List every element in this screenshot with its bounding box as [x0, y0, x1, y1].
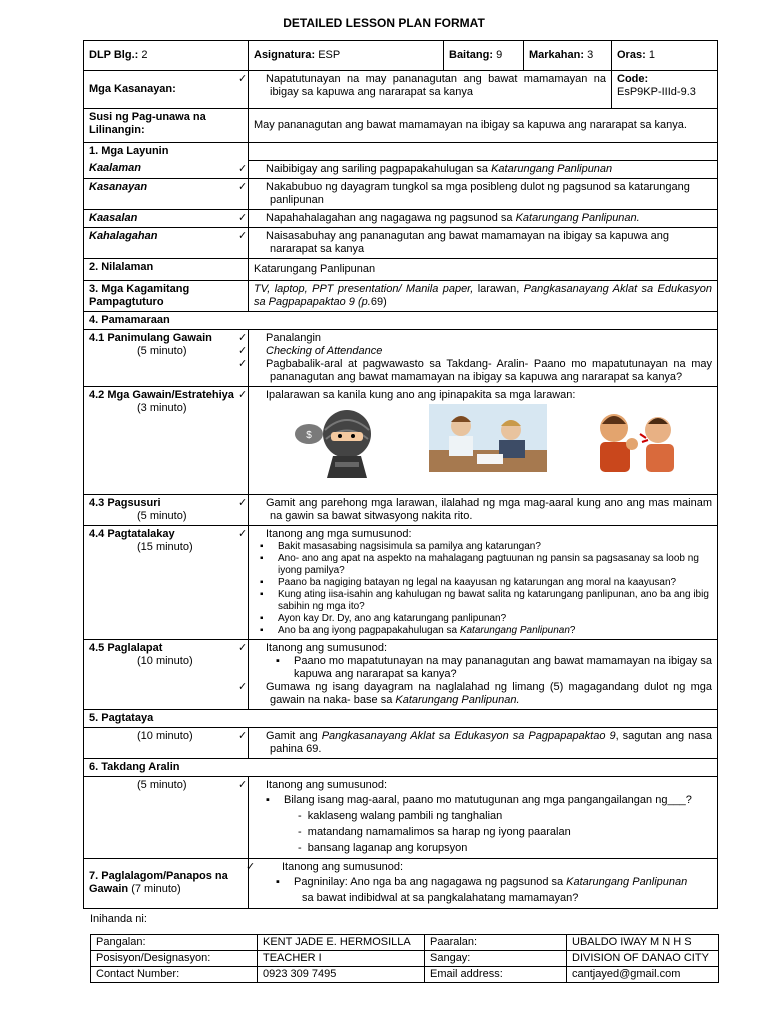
understanding-label: Susi ng Pag-unawa na Lilinangin: [84, 109, 249, 143]
knowledge-em: Katarungang Panlipunan [491, 162, 613, 175]
signature-row-1 [91, 935, 719, 951]
content-label: 2. Nilalaman [84, 258, 249, 280]
application-row [84, 639, 718, 709]
signature-row-3 [91, 967, 719, 983]
code-value: EsP9KP-IIId-9.3 [617, 86, 696, 98]
activity-label: 4.2 Mga Gawain/Estratehiya [89, 388, 234, 401]
intro-item-1: Panalangin [266, 331, 322, 344]
assignment-question-1: ▪ Bilang isang mag-aaral, paano mo matutugunan ang mga pangangailangan ng___? [254, 792, 712, 808]
objective-skills-row [84, 178, 718, 209]
attitude-em: Katarungang Panlipunan. [515, 211, 640, 224]
assessment-em: Pangkasanayang Aklat sa Edukasyon sa Pagpapapaktao 9 [321, 729, 616, 742]
discussion-label: 4.4 Pagtatalakay [89, 527, 175, 540]
materials-em2: Pangkasanayang Aklat sa Edukasyon sa Pagpapapaktao 9 ( [254, 282, 712, 308]
application-lead: Itanong ang sumusunod: [266, 641, 388, 654]
name-label: Pangalan: [91, 935, 258, 951]
discussion-question-6 [254, 625, 712, 637]
code-label: Code: [617, 73, 649, 85]
dlp-label: DLP Blg.: [89, 49, 139, 61]
check-icon: ✓ [238, 527, 248, 540]
check-icon: ✓ [238, 211, 248, 224]
closing-duration: (7 minuto) [131, 883, 181, 895]
check-icon: ✓ [238, 729, 248, 742]
activity-pictures [254, 402, 712, 482]
objective-attitude-row [84, 209, 718, 227]
closing-question-1 [254, 874, 712, 890]
assignment-duration: (5 minuto) [84, 776, 249, 858]
values-label: Kahalagahan [84, 227, 249, 258]
analysis-row [84, 494, 718, 525]
students-picture [429, 404, 547, 472]
assessment-row [84, 727, 718, 758]
time-label: Oras: [617, 49, 646, 61]
dlp-value: 2 [141, 49, 148, 61]
position-value: TEACHER I [258, 951, 425, 967]
header-row [84, 41, 718, 71]
assignment-row [84, 776, 718, 858]
closing-label: 7. Paglalagom/Panapos na Gawain [89, 870, 228, 895]
check-icon: ✓ [238, 778, 248, 791]
discussion-question-4: ▪ Kung ating iisa-isahin ang kahulugan ng bawat salita ng katarungang panlipunan, ano ba ang ibig sabihin ng mga ito? [254, 589, 712, 613]
skills-text: Nakabubuo ng dayagram tungkol sa mga posibleng dulot ng pagsunod sa katarungang panlipunan [266, 180, 690, 206]
subject-value: ESP [318, 49, 341, 61]
application-item-2: Gumawa ng isang dayagram na naglalahad ng limang (5) magagandang dulot ng mga gawain na naka- base sa [266, 680, 712, 706]
position-label: Posisyon/Designasyon: [91, 951, 258, 967]
check-icon: ✓ [238, 641, 248, 654]
assignment-dash-2: - matandang namamalimos sa harap ng iyong paaralan [298, 825, 571, 838]
attitude-text: Napahahalagahan ang nagagawa ng pagsunod sa [266, 211, 516, 224]
check-icon: ✓ [238, 331, 248, 344]
closing-q1-post: sa bawat indibidwal at sa pangkalahatang mamamayan? [302, 891, 579, 904]
discussion-duration: (15 minuto) [137, 540, 193, 553]
procedure-label: 4. Pamamaraan [84, 311, 718, 329]
content-text: Katarungang Panlipunan [249, 258, 718, 280]
signature-table [90, 934, 719, 983]
discussion-q6-em: Katarungang Panlipunan [459, 624, 570, 636]
assessment-heading-row [84, 709, 718, 727]
materials-plain: larawan, [473, 282, 524, 295]
check-icon: ✓ [238, 344, 248, 357]
materials-page: 69) [370, 295, 387, 308]
intro-row [84, 329, 718, 386]
activity-pictures-svg [254, 402, 714, 482]
skills-label: Kasanayan [84, 178, 249, 209]
objectives-label: 1. Mga Layunin [84, 143, 249, 161]
quarter-value: 3 [587, 49, 594, 61]
intro-duration: (5 minuto) [137, 344, 187, 357]
application-label: 4.5 Paglalapat [89, 641, 163, 654]
objectives-heading-row [84, 143, 718, 161]
materials-em1: TV, laptop, PPT presentation/ Manila paper, [254, 282, 474, 295]
check-icon: ✓ [246, 860, 256, 873]
analysis-label: 4.3 Pagsusuri [89, 496, 161, 509]
check-icon: ✓ [238, 680, 248, 693]
discussion-q6-text: Ano ba ang iyong pagpapakahulugan sa [278, 624, 460, 636]
email-value: cantjayed@gmail.com [567, 967, 719, 983]
svg-text:$: $ [306, 429, 312, 441]
discussion-row [84, 525, 718, 639]
objective-values-row [84, 227, 718, 258]
activity-item-1: Ipalarawan sa kanila kung ano ang ipinapakita sa mga larawan: [266, 388, 576, 401]
objective-knowledge-row [84, 160, 718, 178]
materials-row [84, 280, 718, 311]
assignment-dash-2-text: matandang namamalimos sa harap ng iyong paaralan [307, 825, 571, 838]
email-label: Email address: [425, 967, 567, 983]
assignment-dash-3: - bansang laganap ang korupsyon [298, 841, 468, 854]
school-label: Paaralan: [425, 935, 567, 951]
closing-q1-pre: Pagninilay: Ano nga ba ang nagagawa ng pagsunod sa [294, 875, 567, 888]
discussion-q6-end: ? [569, 624, 576, 636]
closing-lead: Itanong ang sumusunod: [282, 860, 404, 873]
check-icon: ✓ [238, 388, 248, 401]
knowledge-label: Kaalaman [84, 160, 249, 178]
subject-label: Asignatura: [254, 49, 316, 61]
closing-row [84, 858, 718, 908]
grade-label: Baitang: [449, 49, 493, 61]
contact-label: Contact Number: [91, 967, 258, 983]
activity-row [84, 386, 718, 494]
time-value: 1 [648, 49, 655, 61]
check-icon: ✓ [238, 73, 248, 85]
materials-em3: p. [361, 295, 371, 308]
assignment-heading-row [84, 758, 718, 776]
discussion-lead: Itanong ang mga sumusunod: [266, 527, 412, 540]
closing-q1-em: Katarungang Panlipunan [566, 875, 688, 888]
understanding-row [84, 109, 718, 143]
check-icon: ✓ [238, 357, 248, 370]
signature-row-2 [91, 951, 719, 967]
discussion-question-2: ▪ Ano- ano ang apat na aspekto na mahalagang pagtuunan ng pansin sa pagsasanay sa loob ng iyong pamilya? [254, 553, 712, 577]
assignment-label: 6. Takdang Aralin [84, 758, 718, 776]
quarter-label: Markahan: [529, 49, 585, 61]
division-value: DIVISION OF DANAO CITY [567, 951, 719, 967]
understanding-text: May pananagutan ang bawat mamamayan na ibigay sa kapuwa ang nararapat sa kanya. [249, 109, 718, 143]
division-label: Sangay: [425, 951, 567, 967]
assignment-dash-3-text: bansang laganap ang korupsyon [307, 841, 468, 854]
application-question-1: ▪ Paano mo mapatutunayan na may pananagutan ang bawat mamamayan na ibigay sa kapuwa ang nararapat sa kanya? [254, 655, 712, 681]
assessment-pre: Gamit ang [266, 729, 322, 742]
bully-picture [600, 414, 674, 472]
assignment-dash-1: - kaklaseng walang pambili ng tanghalian [298, 809, 503, 822]
attitude-label: Kaasalan [84, 209, 249, 227]
intro-label: 4.1 Panimulang Gawain [89, 331, 212, 344]
thief-picture [295, 410, 371, 478]
content-row [84, 258, 718, 280]
analysis-duration: (5 minuto) [137, 509, 187, 522]
check-icon: ✓ [238, 229, 248, 242]
lesson-plan-table [83, 40, 718, 909]
prepared-by-label: Inihanda ni: [90, 913, 147, 925]
competency-row [84, 71, 718, 109]
check-icon: ✓ [238, 496, 248, 509]
grade-value: 9 [496, 49, 503, 61]
activity-duration: (3 minuto) [137, 401, 187, 414]
document-title: DETAILED LESSON PLAN FORMAT [283, 16, 485, 30]
assignment-dash-1-text: kaklaseng walang pambili ng tanghalian [307, 809, 503, 822]
contact-value: 0923 309 7495 [258, 967, 425, 983]
intro-item-3: Pagbabalik-aral at pagwawasto sa Takdang- Aralin- Paano mo mapatutunayan na may pananagutan ang bawat mamamayan na ibigay sa kapuwa ang nararapat sa kanya? [266, 357, 712, 383]
assessment-label: 5. Pagtataya [84, 709, 718, 727]
competency-text: Napatutunayan na may pananagutan ang bawat mamamayan na ibigay sa kapuwa ang nararapat sa kanya [266, 73, 606, 98]
discussion-question-5: ▪ Ayon kay Dr. Dy, ano ang katarungang panlipunan? [254, 613, 712, 625]
school-value: UBALDO IWAY M N H S [567, 935, 719, 951]
discussion-question-1: ▪ Bakit masasabing nagsisimula sa pamilya ang katarungan? [254, 541, 712, 553]
discussion-question-3: ▪ Paano ba nagiging batayan ng legal na kaayusan ng katarungan ang moral na kaayusan? [254, 577, 712, 589]
assessment-post: , sagutan ang nasa pahina 69. [270, 729, 712, 755]
knowledge-text: Naibibigay ang sariling pagpapakahulugan sa [266, 162, 492, 175]
competency-label: Mga Kasanayan: [84, 71, 249, 109]
application-item-2-em: Katarungang Panlipunan. [395, 693, 520, 706]
application-duration: (10 minuto) [137, 654, 193, 667]
name-value: KENT JADE E. HERMOSILLA [258, 935, 425, 951]
analysis-item-1: Gamit ang parehong mga larawan, ilalahad ng mga mag-aaral kung ano ang mas mainam na gawin sa bawat sitwasyong nakita rito. [266, 496, 712, 522]
materials-label: 3. Mga Kagamitang Pampagtuturo [84, 280, 249, 311]
values-text: Naisasabuhay ang pananagutan ang bawat mamamayan na ibigay sa kapuwa ang nararapat sa kanya [266, 229, 670, 255]
assessment-duration: (10 minuto) [84, 727, 249, 758]
intro-item-2: Checking of Attendance [266, 344, 383, 357]
assignment-lead: Itanong ang sumusunod: [266, 778, 388, 791]
procedure-heading-row [84, 311, 718, 329]
check-icon: ✓ [238, 162, 248, 175]
check-icon: ✓ [238, 180, 248, 193]
